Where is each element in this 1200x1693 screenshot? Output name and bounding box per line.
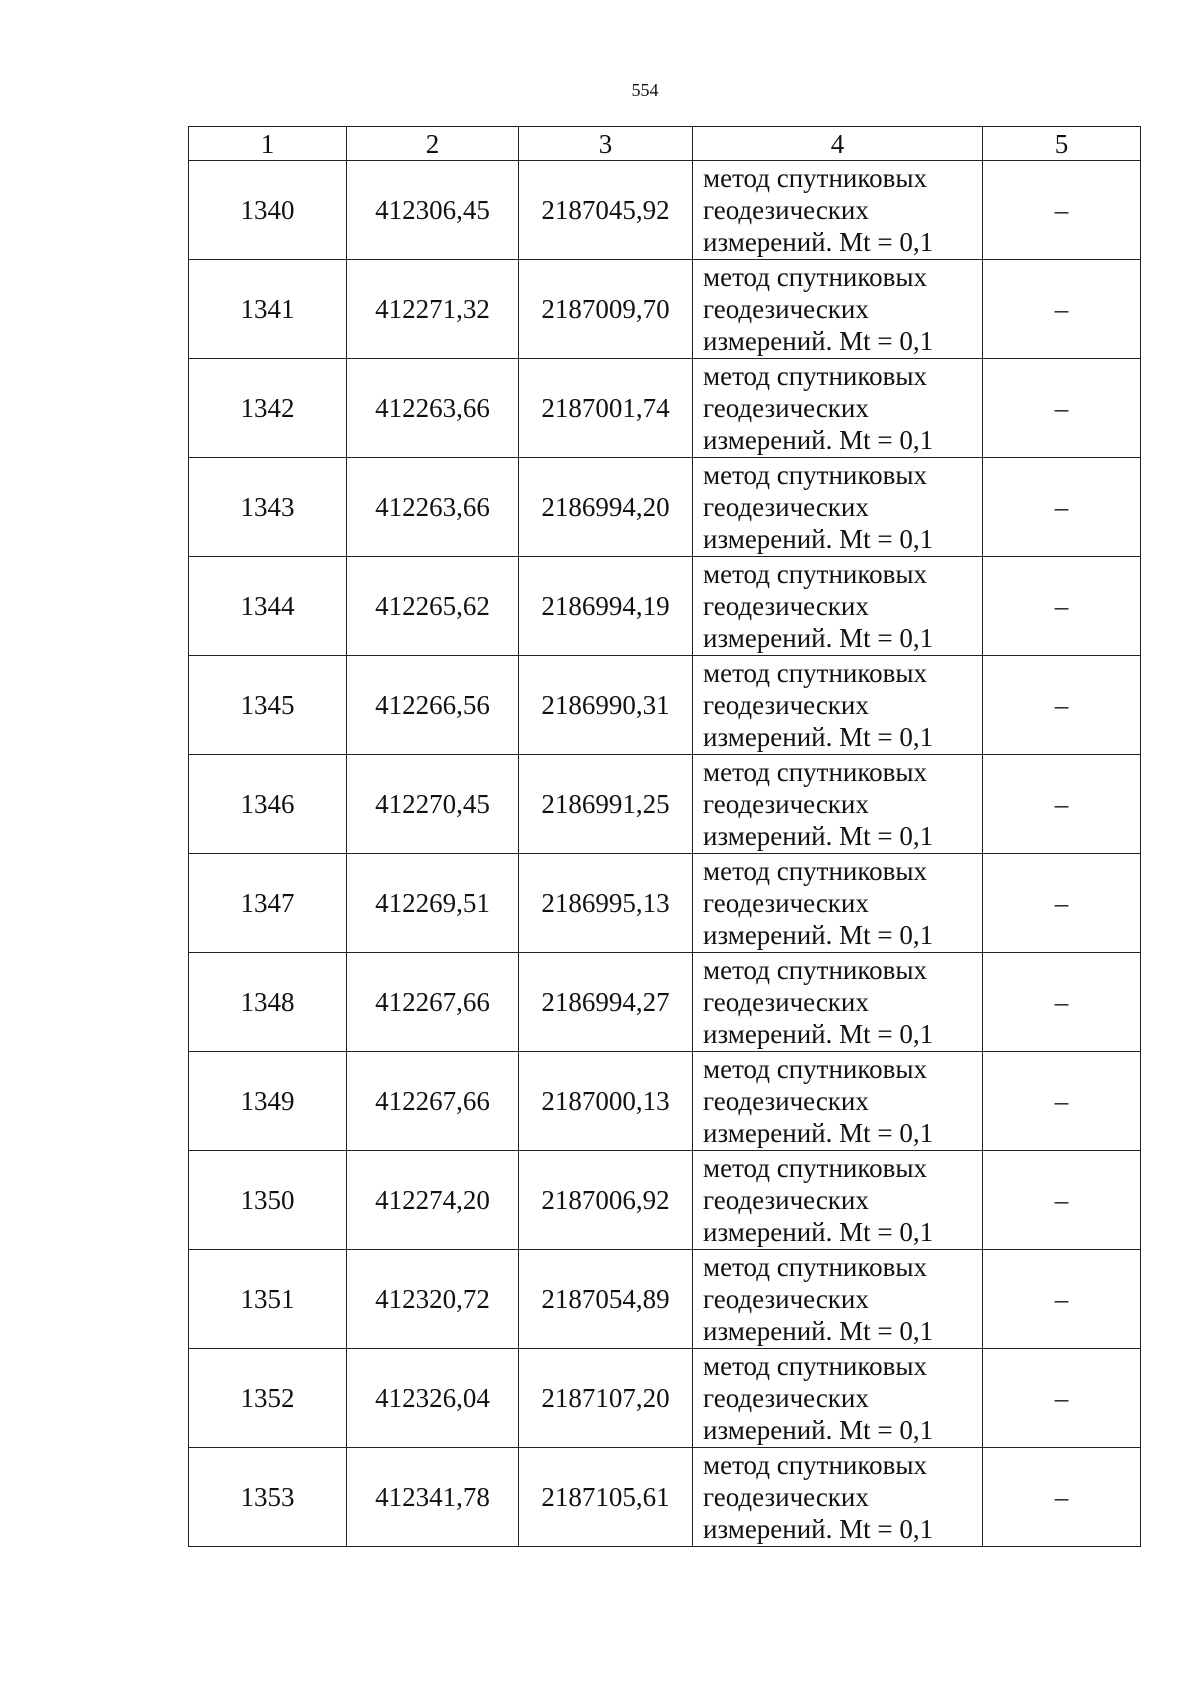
note-cell: – xyxy=(983,359,1141,458)
table-row xyxy=(189,755,1141,854)
note-cell: – xyxy=(983,854,1141,953)
y-coordinate-cell: 2186995,13 xyxy=(519,854,693,953)
method-cell xyxy=(693,161,983,260)
note-cell: – xyxy=(983,656,1141,755)
method-cell xyxy=(693,755,983,854)
method-text-line: геодезических xyxy=(703,393,869,423)
x-coordinate-cell: 412270,45 xyxy=(347,755,519,854)
table-row xyxy=(189,1349,1141,1448)
note-cell: – xyxy=(983,755,1141,854)
page-number: 554 xyxy=(631,80,659,100)
table-row xyxy=(189,1448,1141,1547)
point-number-cell: 1340 xyxy=(189,161,347,260)
column-header: 4 xyxy=(693,127,983,161)
table-body xyxy=(189,161,1141,1547)
note-cell: – xyxy=(983,1349,1141,1448)
method-text-line: метод спутниковых xyxy=(703,1153,927,1183)
method-text-line: измерений. Mt = 0,1 xyxy=(703,1514,934,1544)
table-row xyxy=(189,1250,1141,1349)
method-text-line: измерений. Mt = 0,1 xyxy=(703,1019,934,1049)
method-cell xyxy=(693,359,983,458)
point-number-cell: 1344 xyxy=(189,557,347,656)
column-header: 2 xyxy=(347,127,519,161)
note-cell: – xyxy=(983,953,1141,1052)
note-cell: – xyxy=(983,1052,1141,1151)
method-cell xyxy=(693,1250,983,1349)
method-text-line: метод спутниковых xyxy=(703,1054,927,1084)
y-coordinate-cell: 2187009,70 xyxy=(519,260,693,359)
method-text-line: геодезических xyxy=(703,1086,869,1116)
method-text-line: геодезических xyxy=(703,1383,869,1413)
method-text-line: измерений. Mt = 0,1 xyxy=(703,821,934,851)
method-cell xyxy=(693,557,983,656)
method-text-line: метод спутниковых xyxy=(703,460,927,490)
method-text-line: метод спутниковых xyxy=(703,658,927,688)
table-row xyxy=(189,854,1141,953)
method-cell xyxy=(693,1448,983,1547)
x-coordinate-cell: 412306,45 xyxy=(347,161,519,260)
method-text-line: измерений. Mt = 0,1 xyxy=(703,227,934,257)
method-text-line: геодезических xyxy=(703,195,869,225)
x-coordinate-cell: 412266,56 xyxy=(347,656,519,755)
method-text-line: геодезических xyxy=(703,789,869,819)
method-text-line: метод спутниковых xyxy=(703,856,927,886)
y-coordinate-cell: 2187105,61 xyxy=(519,1448,693,1547)
note-cell: – xyxy=(983,1151,1141,1250)
note-cell: – xyxy=(983,161,1141,260)
method-cell xyxy=(693,1052,983,1151)
note-cell: – xyxy=(983,458,1141,557)
table-row xyxy=(189,458,1141,557)
method-text-line: измерений. Mt = 0,1 xyxy=(703,1118,934,1148)
method-text-line: метод спутниковых xyxy=(703,1252,927,1282)
method-cell xyxy=(693,1349,983,1448)
x-coordinate-cell: 412267,66 xyxy=(347,953,519,1052)
y-coordinate-cell: 2187054,89 xyxy=(519,1250,693,1349)
point-number-cell: 1353 xyxy=(189,1448,347,1547)
point-number-cell: 1351 xyxy=(189,1250,347,1349)
method-text-line: измерений. Mt = 0,1 xyxy=(703,1316,934,1346)
method-cell xyxy=(693,260,983,359)
method-cell xyxy=(693,953,983,1052)
point-number-cell: 1341 xyxy=(189,260,347,359)
method-text-line: измерений. Mt = 0,1 xyxy=(703,425,934,455)
y-coordinate-cell: 2186994,20 xyxy=(519,458,693,557)
point-number-cell: 1348 xyxy=(189,953,347,1052)
table-header-row xyxy=(189,127,1141,161)
table-row xyxy=(189,1052,1141,1151)
point-number-cell: 1352 xyxy=(189,1349,347,1448)
point-number-cell: 1342 xyxy=(189,359,347,458)
x-coordinate-cell: 412263,66 xyxy=(347,458,519,557)
x-coordinate-cell: 412263,66 xyxy=(347,359,519,458)
method-cell xyxy=(693,1151,983,1250)
table-row xyxy=(189,656,1141,755)
method-text-line: измерений. Mt = 0,1 xyxy=(703,524,934,554)
method-text-line: геодезических xyxy=(703,1482,869,1512)
y-coordinate-cell: 2187001,74 xyxy=(519,359,693,458)
method-text-line: метод спутниковых xyxy=(703,163,927,193)
y-coordinate-cell: 2187006,92 xyxy=(519,1151,693,1250)
x-coordinate-cell: 412326,04 xyxy=(347,1349,519,1448)
x-coordinate-cell: 412274,20 xyxy=(347,1151,519,1250)
y-coordinate-cell: 2186994,27 xyxy=(519,953,693,1052)
method-text-line: геодезических xyxy=(703,294,869,324)
point-number-cell: 1346 xyxy=(189,755,347,854)
point-number-cell: 1349 xyxy=(189,1052,347,1151)
method-cell xyxy=(693,458,983,557)
method-text-line: метод спутниковых xyxy=(703,955,927,985)
table-row xyxy=(189,953,1141,1052)
x-coordinate-cell: 412271,32 xyxy=(347,260,519,359)
y-coordinate-cell: 2186991,25 xyxy=(519,755,693,854)
table-row xyxy=(189,1151,1141,1250)
method-text-line: геодезических xyxy=(703,690,869,720)
y-coordinate-cell: 2187045,92 xyxy=(519,161,693,260)
column-header: 3 xyxy=(519,127,693,161)
method-text-line: измерений. Mt = 0,1 xyxy=(703,920,934,950)
point-number-cell: 1347 xyxy=(189,854,347,953)
y-coordinate-cell: 2187107,20 xyxy=(519,1349,693,1448)
note-cell: – xyxy=(983,557,1141,656)
method-text-line: геодезических xyxy=(703,1284,869,1314)
y-coordinate-cell: 2187000,13 xyxy=(519,1052,693,1151)
method-text-line: измерений. Mt = 0,1 xyxy=(703,623,934,653)
note-cell: – xyxy=(983,1448,1141,1547)
method-cell xyxy=(693,854,983,953)
method-text-line: метод спутниковых xyxy=(703,559,927,589)
y-coordinate-cell: 2186994,19 xyxy=(519,557,693,656)
method-text-line: геодезических xyxy=(703,888,869,918)
x-coordinate-cell: 412341,78 xyxy=(347,1448,519,1547)
coordinates-table xyxy=(188,126,1141,1547)
method-text-line: метод спутниковых xyxy=(703,1450,927,1480)
point-number-cell: 1345 xyxy=(189,656,347,755)
table-row xyxy=(189,260,1141,359)
table-row xyxy=(189,359,1141,458)
x-coordinate-cell: 412267,66 xyxy=(347,1052,519,1151)
method-text-line: геодезических xyxy=(703,591,869,621)
x-coordinate-cell: 412320,72 xyxy=(347,1250,519,1349)
x-coordinate-cell: 412265,62 xyxy=(347,557,519,656)
y-coordinate-cell: 2186990,31 xyxy=(519,656,693,755)
method-text-line: геодезических xyxy=(703,492,869,522)
method-text-line: геодезических xyxy=(703,1185,869,1215)
column-header: 5 xyxy=(983,127,1141,161)
point-number-cell: 1343 xyxy=(189,458,347,557)
x-coordinate-cell: 412269,51 xyxy=(347,854,519,953)
method-text-line: геодезических xyxy=(703,987,869,1017)
method-text-line: измерений. Mt = 0,1 xyxy=(703,1415,934,1445)
method-text-line: метод спутниковых xyxy=(703,262,927,292)
note-cell: – xyxy=(983,260,1141,359)
table-row xyxy=(189,161,1141,260)
method-text-line: метод спутниковых xyxy=(703,757,927,787)
method-cell xyxy=(693,656,983,755)
table-row xyxy=(189,557,1141,656)
method-text-line: измерений. Mt = 0,1 xyxy=(703,722,934,752)
point-number-cell: 1350 xyxy=(189,1151,347,1250)
method-text-line: метод спутниковых xyxy=(703,1351,927,1381)
method-text-line: метод спутниковых xyxy=(703,361,927,391)
method-text-line: измерений. Mt = 0,1 xyxy=(703,1217,934,1247)
column-header: 1 xyxy=(189,127,347,161)
method-text-line: измерений. Mt = 0,1 xyxy=(703,326,934,356)
note-cell: – xyxy=(983,1250,1141,1349)
